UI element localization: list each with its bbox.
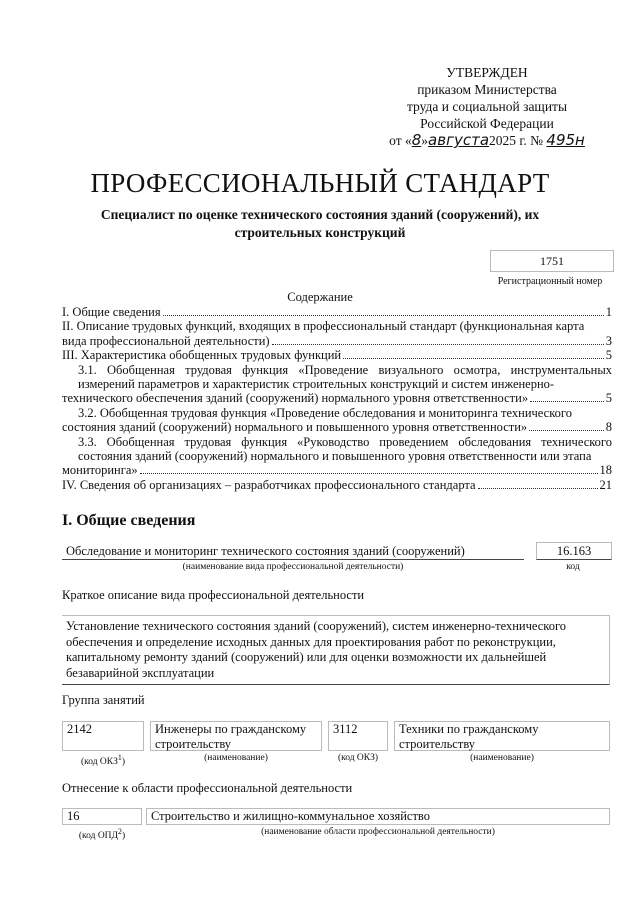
handwritten-number: 495н (546, 131, 585, 149)
okz-name-cell: Инженеры по гражданскому строительству (150, 721, 322, 751)
toc-item[interactable]: III. Характеристика обобщенных трудовых функций 5 (62, 348, 612, 363)
registration-number: 1751 (490, 250, 614, 272)
activity-caption: (наименование вида профессиональной деятельности) (182, 562, 404, 572)
opd-name-cell: Строительство и жилищно-коммунальное хозяйство (146, 808, 610, 825)
toc-item[interactable]: 3.2. Обобщенная трудовая функция «Проведение обследования и мониторинга технического состояния зданий (сооружений) нормального и повышенного уровня ответственности» 8 (62, 405, 612, 435)
okz-code-cell: 2142 (62, 721, 144, 751)
approval-block (382, 64, 592, 149)
document-subtitle: Специалист по оценке технического состояния зданий (сооружений), их строительных конструкций (100, 207, 540, 240)
table-of-contents (62, 305, 612, 492)
toc-item[interactable]: 3.3. Обобщенная трудовая функция «Руководство проведением обследования технического состояния зданий (сооружений) нормального и повышенного уровня ответственности или этапа мониторинга» 18 (62, 434, 612, 478)
code-caption: код (566, 562, 580, 572)
handwritten-month: августа (428, 131, 490, 149)
toc-item[interactable]: 3.1. Обобщенная трудовая функция «Проведение визуального осмотра, инструментальных измерений параметров и характеристик строительных конструкций и систем инженерно- технического обеспечения зданий (сооружений) нормального уровня ответственности» 5 (62, 362, 612, 406)
toc-heading: Содержание (287, 290, 353, 304)
okz-code-caption: (код ОКЗ) (337, 753, 379, 763)
toc-item[interactable]: II. Описание трудовых функций, входящих в профессиональный стандарт (функциональная карта вида профессиональной деятельности) 3 (62, 319, 612, 348)
okz-name-cell: Техники по гражданскому строительству (394, 721, 610, 751)
okz-code-cell: 3112 (328, 721, 388, 751)
opd-name-caption: (наименование области профессиональной деятельности) (261, 827, 495, 837)
handwritten-day: 8 (411, 131, 422, 149)
approval-line: Российской Федерации (420, 116, 554, 131)
registration-label: Регистрационный номер (497, 276, 603, 287)
activity-name-field: Обследование и мониторинг технического состояния зданий (сооружений) (62, 544, 524, 560)
occupation-group-label: Группа занятий (62, 693, 145, 707)
activity-area-label: Отнесение к области профессиональной деятельности (62, 781, 353, 795)
section-heading: I. Общие сведения (62, 512, 196, 529)
brief-description-text: Установление технического состояния зданий (сооружений), систем инженерно-технического обеспечения и определение исходных данных для проектирования работ по реконструкции, капитальному ремонту зданий (сооружений) или для оценки возможности их дальнейшей безаварийной эксплуатации (62, 615, 610, 685)
okz-name-caption: (наименование) (470, 753, 534, 763)
okz-code-caption: (код ОКЗ$^1$) (80, 753, 126, 768)
approval-title: УТВЕРЖДЕН (446, 65, 528, 80)
opd-code-caption: (код ОПД$^2$) (78, 827, 126, 842)
brief-description-label: Краткое описание вида профессиональной деятельности (62, 588, 365, 602)
toc-item[interactable]: IV. Сведения об организациях – разработчиках профессионального стандарта 21 (62, 477, 612, 492)
opd-code-cell: 16 (62, 808, 142, 825)
approval-line: приказом Министерства (417, 82, 557, 97)
toc-item[interactable]: I. Общие сведения 1 (62, 305, 612, 319)
approval-date: от «8»августа2025 г. № 495н (389, 131, 585, 149)
okz-name-caption: (наименование) (204, 753, 268, 763)
activity-code-field: 16.163 (536, 542, 612, 560)
approval-line: труда и социальной защиты (406, 99, 568, 114)
document-title: ПРОФЕССИОНАЛЬНЫЙ СТАНДАРТ (90, 168, 550, 198)
